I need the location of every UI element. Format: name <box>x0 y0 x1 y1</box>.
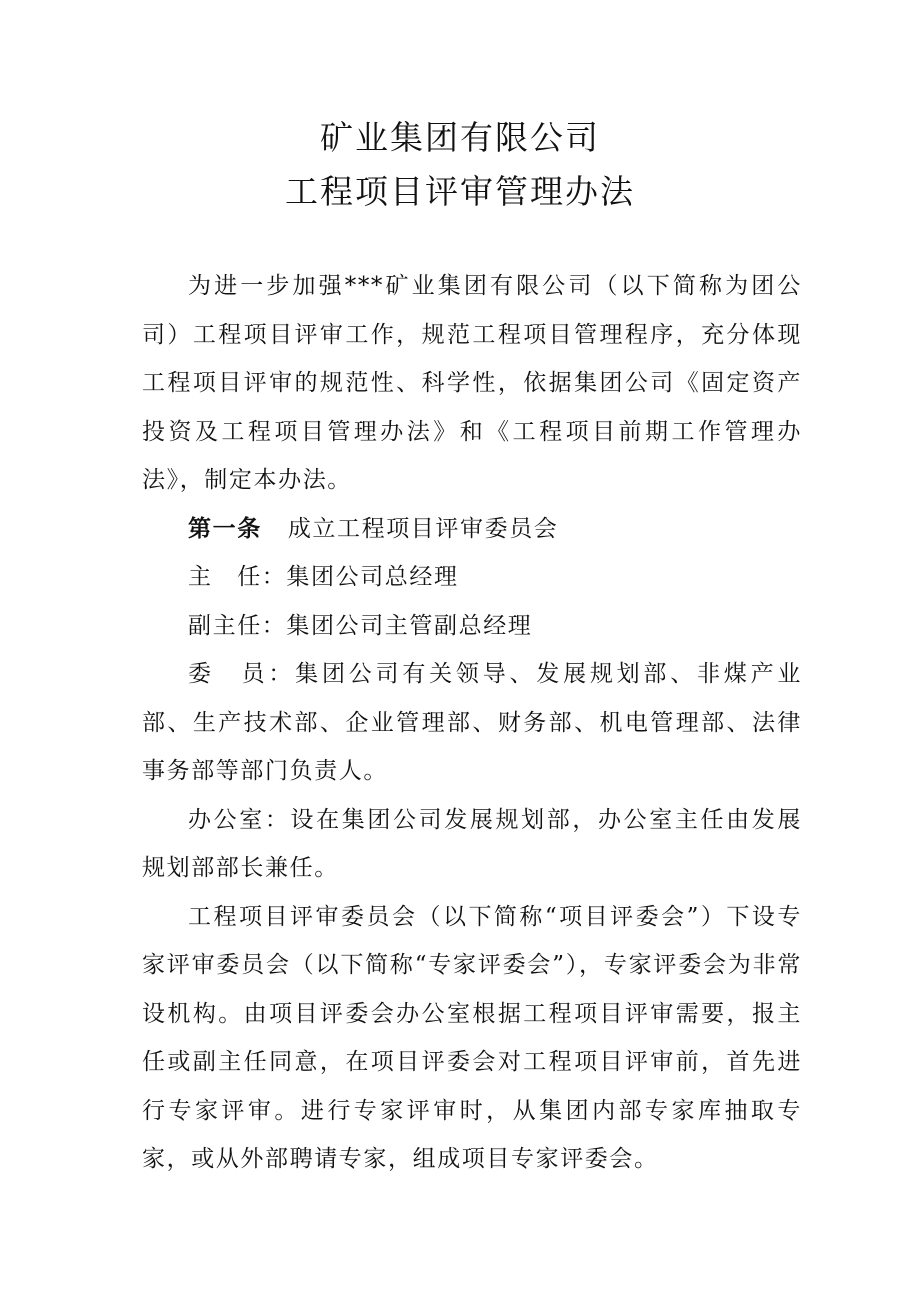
expert-committee-paragraph: 工程项目评审委员会（以下简称“项目评委会”）下设专家评审委员会（以下简称“专家评委会”），专家评委会为非常设机构。由项目评委会办公室根据工程项目评审需要，报主任或副主任同意，在项目评委会对工程项目评审前，首先进行专家评审。进行专家评审时，从集团内部专家库抽取专家，或从外部聘请专家，组成项目专家评委会。 <box>142 903 802 1172</box>
deputy-director-paragraph: 副主任：集团公司主管副总经理 <box>188 612 533 639</box>
document-title-line-1: 矿业集团有限公司 <box>320 118 600 157</box>
intro-paragraph: 为进一步加强***矿业集团有限公司（以下简称为团公司）工程项目评审工作，规范工程项目管理程序，充分体现工程项目评审的规范性、科学性，依据集团公司《固定资产投资及工程项目管理办法》和《工程项目前期工作管理办法》，制定本办法。 <box>142 273 802 493</box>
document-title-line-2: 工程项目评审管理办法 <box>285 172 635 211</box>
article-1-paragraph <box>142 505 802 554</box>
director-paragraph: 主 任：集团公司总经理 <box>188 564 459 590</box>
article-1-text: 成立工程项目评审委员会 <box>287 515 559 542</box>
article-1-label: 第一条 <box>188 515 262 542</box>
document-body <box>142 262 802 1184</box>
office-paragraph: 办公室：设在集团公司发展规划部，办公室主任由发展规划部部长兼任。 <box>142 806 802 881</box>
members-paragraph: 委 员：集团公司有关领导、发展规划部、非煤产业部、生产技术部、企业管理部、财务部、机电管理部、法律事务部等部门负责人。 <box>142 661 802 784</box>
